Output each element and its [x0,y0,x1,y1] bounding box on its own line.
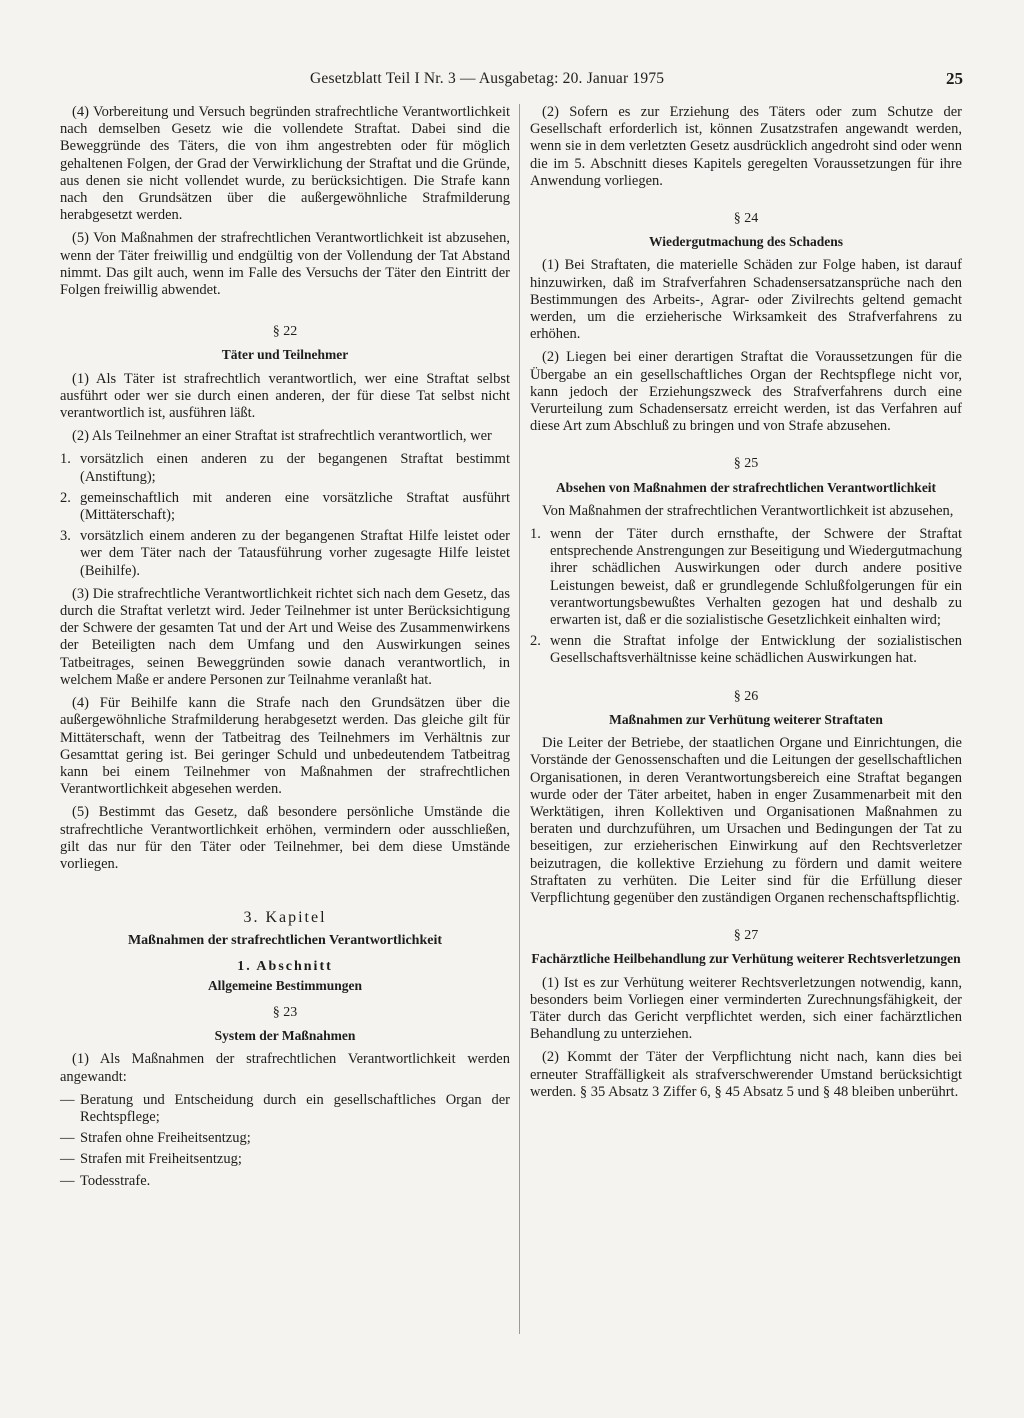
right-column [530,104,962,1107]
chapter-heading: 3. Kapitel [243,909,327,927]
section-24-number: § 24 [733,211,759,227]
list-item [60,1151,510,1168]
section-22-number: § 22 [272,324,298,340]
subsection-heading: 1. Abschnitt [237,958,333,974]
section-23-paragraph-1: (1) Als Maßnahmen der strafrechtlichen Verantwortlichkeit werden angewandt: [60,1051,510,1085]
column-divider [519,104,520,1334]
section-24-title: Wiedergutmachung des Schadens [648,234,844,250]
section-24-paragraph-1: (1) Bei Straftaten, die materielle Schäden zur Folge haben, ist darauf hinzuwirken, daß im Strafverfahren Schadensersatzansprüche nach den Bestimmungen des Arbeits-, Agrar- oder Zivilrechts geltend gemacht werden, um die erzieherische Wirksamkeit des Strafverfahrens zu erhöhen. [530,257,962,343]
item-text: vorsätzlich einen anderen zu der begangenen Straftat bestimmt (Anstiftung); [80,451,510,485]
section-27-paragraph-1: (1) Ist es zur Verhütung weiterer Rechtsverletzungen notwendig, kann, besonders beim Vorliegen einer verminderten Zurechnungsfähigkeit, der Täter durch das Gericht verpflichtet werden, sich einer fachärztlichen Behandlung zu unterziehen. [530,974,962,1043]
journal-title: Gesetzblatt Teil I Nr. 3 — Ausgabetag: 20. Januar 1975 [310,70,665,87]
list-item [60,490,510,524]
dash-mark: — [60,1130,75,1147]
section-22-title: Täter und Teilnehmer [221,347,349,363]
item-text: Strafen mit Freiheitsentzug; [80,1151,242,1168]
section-22-paragraph-5: (5) Bestimmt das Gesetz, daß besondere persönliche Umstände die strafrechtliche Verantwortlichkeit erhöhen, vermindern oder ausschließen, gilt das nur für den Täter oder Teilnehmer, bei dem diese Umstände vorliegen. [60,804,510,872]
item-number: 2. [60,489,71,506]
page-number: 25 [946,69,963,88]
section-23-title: System der Maßnahmen [214,1028,356,1044]
item-text: Beratung und Entscheidung durch ein gesellschaftliches Organ der Rechtspflege; [80,1091,510,1125]
list-item [60,528,510,580]
item-text: vorsätzlich einem anderen zu der begangenen Straftat Hilfe leistet oder wer dem Täter nach der Tatausführung vorher zugesagte Hilfe leistet (Beihilfe). [80,528,510,579]
section-22-paragraph-2: (2) Als Teilnehmer an einer Straftat ist strafrechtlich verantwortlich, wer [72,428,492,445]
item-number: 2. [530,633,541,650]
item-number: 1. [530,526,541,543]
page-header [60,70,965,94]
chapter-title: Maßnahmen der strafrechtlichen Verantwortlichkeit [127,933,443,949]
section-26-title: Maßnahmen zur Verhütung weiterer Straftaten [609,711,883,727]
paragraph-2: (2) Sofern es zur Erziehung des Täters oder zum Schutze der Gesellschaft erforderlich ist, können Zusatzstrafen angewandt werden, wenn sie in dem verletzten Gesetz ausdrücklich angedroht sind oder wenn die im 5. Abschnitt dieses Kapitels geregelten Voraussetzungen für ihre Anwendung vorliegen. [530,104,962,189]
section-27-title: Fachärztliche Heilbehandlung zur Verhütung weiterer Rechtsverletzungen [531,951,961,967]
list-item [60,451,510,485]
section-23-list [60,1092,510,1190]
item-text: wenn der Täter durch ernsthafte, der Schwere der Straftat entsprechende Anstrengungen zur Beseitigung und Wiedergutmachung ihrer schädlichen Auswirkungen oder durch andere positive Leistungen beweist, daß er grundlegende Schlußfolgerungen für ein verantwortungsbewußtes Verhalten gezogen hat und deshalb zu erwarten ist, daß er die sozialistische Gesetzlichkeit einhalten wird; [550,526,962,629]
list-item [60,1092,510,1126]
list-item [60,1173,510,1190]
list-item [530,633,962,667]
item-number: 3. [60,528,71,545]
section-25-list [530,526,962,668]
section-26-number: § 26 [733,688,759,704]
dash-mark: — [60,1172,75,1189]
section-25-number: § 25 [733,456,759,472]
list-item [60,1130,510,1147]
section-22-paragraph-4: (4) Für Beihilfe kann die Strafe nach den Grundsätzen über die außergewöhnliche Strafmilderung herabgesetzt werden. Das gleiche gilt für Mittäterschaft, wenn der Tatbeitrag des Teilnehmers im Verhältnis zur Gesamttat gering ist. Bei geringer Schuld und unbedeutendem Tatbeitrag kann bei einem Teilnehmer von Maßnahmen der strafrechtlichen Verantwortlichkeit abgesehen werden. [60,695,510,798]
section-25-title: Absehen von Maßnahmen der strafrechtlichen Verantwortlichkeit [555,479,937,495]
dash-mark: — [60,1151,75,1168]
paragraph-5: (5) Von Maßnahmen der strafrechtlichen Verantwortlichkeit ist abzusehen, wenn der Täter freiwillig und endgültig von der Vollendung der Tat Abstand nimmt. Das gilt auch, wenn im Falle des Versuchs der Täter den Eintritt der Folgen freiwillig abwendet. [60,230,510,299]
item-number: 1. [60,451,71,468]
section-22-list [60,451,510,579]
section-23-number: § 23 [272,1004,298,1020]
item-text: gemeinschaftlich mit anderen eine vorsätzliche Straftat ausführt (Mittäterschaft); [80,489,510,524]
item-text: Todesstrafe. [80,1172,151,1189]
paragraph-4: (4) Vorbereitung und Versuch begründen strafrechtliche Verantwortlichkeit nach demselben Gesetz wie die vollendete Straftat. Dabei sind die Beweggründe des Täters, die von ihm angestrebten oder für möglich gehaltenen Folgen, der Grad der Verwirklichung der Straftat und die Gründe, aus denen sie nicht vollendet wurde, zu berücksichtigen. Die Strafe kann nach den Grundsätzen über die außergewöhnliche Strafmilderung herabgesetzt werden. [60,104,510,224]
section-22-paragraph-3: (3) Die strafrechtliche Verantwortlichkeit richtet sich nach dem Gesetz, das durch die Straftat verletzt wird. Jeder Teilnehmer ist unter Berücksichtigung der Schwere der gesamten Tat und der Art und Weise des Zusammenwirkens der Beteiligten nach dem Umfang und den Auswirkungen seines Tatbeitrages, seinen Beweggründen sowie danach verantwortlich, in welchem Maße er andere Personen zur Teilnahme veranlaßt hat. [60,585,510,688]
subsection-title: Allgemeine Bestimmungen [207,977,363,993]
section-22-paragraph-1: (1) Als Täter ist strafrechtlich verantwortlich, wer eine Straftat selbst ausführt oder wer sie durch einen anderen, der für diese Tat selbst nicht verantwortlich ist, ausführen läßt. [60,370,510,422]
item-text: Strafen ohne Freiheitsentzug; [80,1130,251,1147]
section-24-paragraph-2: (2) Liegen bei einer derartigen Straftat die Voraussetzungen für die Übergabe an ein gesellschaftliches Organ der Rechtspflege nicht vor, kann jedoch der Erziehungszweck des Strafverfahrens durch eine Verurteilung zum Schadensersatz erreicht werden, ist das Verfahren auf diese Art zum Abschluß zu bringen und von Strafe abzusehen. [530,349,962,435]
list-item [530,526,962,629]
dash-mark: — [60,1091,75,1108]
section-27-paragraph-2: (2) Kommt der Täter der Verpflichtung nicht nach, kann dies bei erneuter Straffälligkeit als strafverschwerender Umstand berücksichtigt werden. § 35 Absatz 3 Ziffer 6, § 45 Absatz 5 und § 48 bleiben unberührt. [530,1049,962,1100]
left-column [60,104,510,1196]
section-25-intro: Von Maßnahmen der strafrechtlichen Verantwortlichkeit ist abzusehen, [542,502,954,519]
section-27-number: § 27 [733,928,759,944]
item-text: wenn die Straftat infolge der Entwicklung der sozialistischen Gesellschaftsverhältnisse keine schädlichen Auswirkungen hat. [550,633,962,667]
section-26-paragraph-1: Die Leiter der Betriebe, der staatlichen Organe und Einrichtungen, die Vorstände der Genossenschaften und die Leitungen der gesellschaftlichen Organisationen, in deren Verantwortungsbereich eine Straftat begangen wurde oder der Täter arbeitet, haben in enger Zusammenarbeit mit den Werktätigen, ihren Kollektiven und Organisationen Maßnahmen zu beraten und durchzuführen, um Ursachen und Bedingungen der Tat zu beseitigen, zur erzieherischen Einwirkung auf den Rechtsverletzer beizutragen, die kollektive Erziehung zu fördern und damit weitere Straftaten zu verhüten. Die Leiter sind für die Erfüllung dieser Verpflichtung gegenüber den zuständigen Organen rechenschaftspflichtig. [530,735,962,906]
